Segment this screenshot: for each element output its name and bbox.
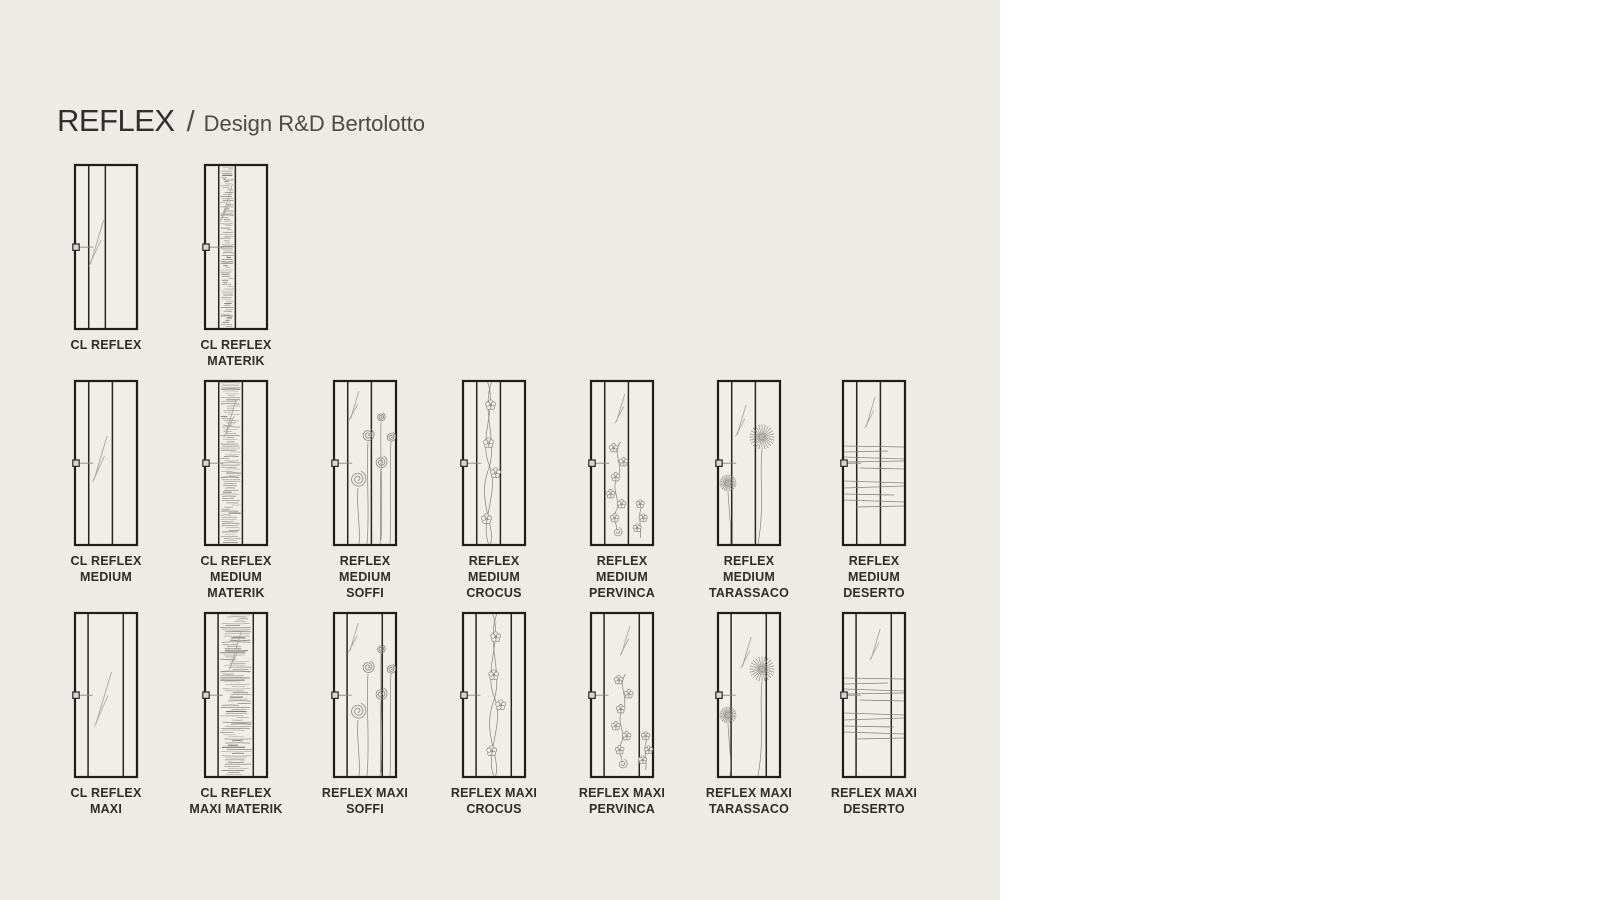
door-item-reflex-medium-tarassaco: [708, 380, 790, 600]
door-drawing: [590, 612, 654, 778]
door-label: [794, 785, 954, 817]
door-label-line: CL REFLEX: [200, 338, 272, 352]
door-item-cl-reflex-materik: [200, 164, 272, 368]
door-label-line: TARASSACO: [708, 802, 790, 816]
door-drawing: [333, 380, 397, 546]
door-label-line: SOFFI: [346, 802, 384, 816]
door-item-cl-reflex-maxi-materik: [189, 612, 283, 816]
door-item-cl-reflex-maxi: [70, 612, 142, 816]
door-label-line: REFLEX MAXI: [321, 786, 409, 800]
door-item-reflex-medium-crocus: [462, 380, 526, 600]
door-label-line: MEDIUM: [848, 570, 900, 584]
door-drawing: [462, 380, 526, 546]
door-label-line: MATERIK: [207, 586, 265, 600]
door-item-reflex-medium-pervinca: [589, 380, 655, 600]
door-label-line: PERVINCA: [589, 802, 655, 816]
door-item-reflex-maxi-soffi: [321, 612, 409, 816]
collection-title: REFLEX: [57, 103, 175, 138]
door-drawing: [462, 612, 526, 778]
right-margin: [1000, 0, 1600, 900]
door-drawing: [590, 380, 654, 546]
door-label-line: CROCUS: [466, 586, 522, 600]
door-label-line: DESERTO: [843, 586, 905, 600]
door-drawing: [842, 612, 906, 778]
door-label-line: MEDIUM: [596, 570, 648, 584]
door-label-line: MEDIUM: [468, 570, 520, 584]
door-drawing: [74, 380, 138, 546]
door-label: [156, 337, 316, 369]
door-label-line: MAXI: [89, 802, 123, 816]
door-label-line: CROCUS: [466, 802, 522, 816]
door-label-line: REFLEX: [468, 554, 520, 568]
door-label-line: MEDIUM: [339, 570, 391, 584]
door-drawing: [842, 380, 906, 546]
door-label-line: REFLEX MAXI: [450, 786, 538, 800]
door-label-line: MEDIUM: [210, 570, 262, 584]
door-item-reflex-maxi-crocus: [450, 612, 538, 816]
door-label-line: MAXI MATERIK: [189, 802, 283, 816]
door-drawing: [204, 164, 268, 330]
door-label-line: CL REFLEX: [200, 554, 272, 568]
page-header: [57, 103, 425, 139]
door-label-line: MEDIUM: [80, 570, 132, 584]
door-label-line: REFLEX: [339, 554, 391, 568]
door-label-line: TARASSACO: [708, 586, 790, 600]
door-label-line: PERVINCA: [589, 586, 655, 600]
door-label-line: MATERIK: [207, 354, 265, 368]
door-item-reflex-medium-deserto: [842, 380, 906, 600]
door-label-line: MEDIUM: [723, 570, 775, 584]
door-item-reflex-maxi-deserto: [830, 612, 918, 816]
door-drawing: [204, 612, 268, 778]
door-label: [794, 553, 954, 601]
door-item-reflex-maxi-tarassaco: [705, 612, 793, 816]
door-label-line: CL REFLEX: [200, 786, 272, 800]
title-separator: /: [186, 106, 195, 138]
door-drawing: [333, 612, 397, 778]
door-label-line: REFLEX: [723, 554, 775, 568]
door-item-cl-reflex: [70, 164, 142, 352]
door-label-line: CL REFLEX: [70, 338, 142, 352]
door-item-cl-reflex-medium: [70, 380, 142, 584]
door-label-line: CL REFLEX: [70, 554, 142, 568]
door-label-line: CL REFLEX: [70, 786, 142, 800]
door-label-line: REFLEX: [848, 554, 900, 568]
door-drawing: [717, 380, 781, 546]
door-label-line: REFLEX: [596, 554, 648, 568]
door-drawing: [74, 612, 138, 778]
design-credit: Design R&D Bertolotto: [203, 111, 425, 136]
door-drawing: [74, 164, 138, 330]
door-item-reflex-maxi-pervinca: [578, 612, 666, 816]
door-drawing: [717, 612, 781, 778]
door-item-reflex-medium-soffi: [333, 380, 397, 600]
door-drawing: [204, 380, 268, 546]
door-label-line: DESERTO: [843, 802, 905, 816]
door-label-line: REFLEX MAXI: [705, 786, 793, 800]
door-label-line: SOFFI: [346, 586, 384, 600]
door-label-line: REFLEX MAXI: [830, 786, 918, 800]
door-item-cl-reflex-medium-materik: [200, 380, 272, 600]
door-label-line: REFLEX MAXI: [578, 786, 666, 800]
